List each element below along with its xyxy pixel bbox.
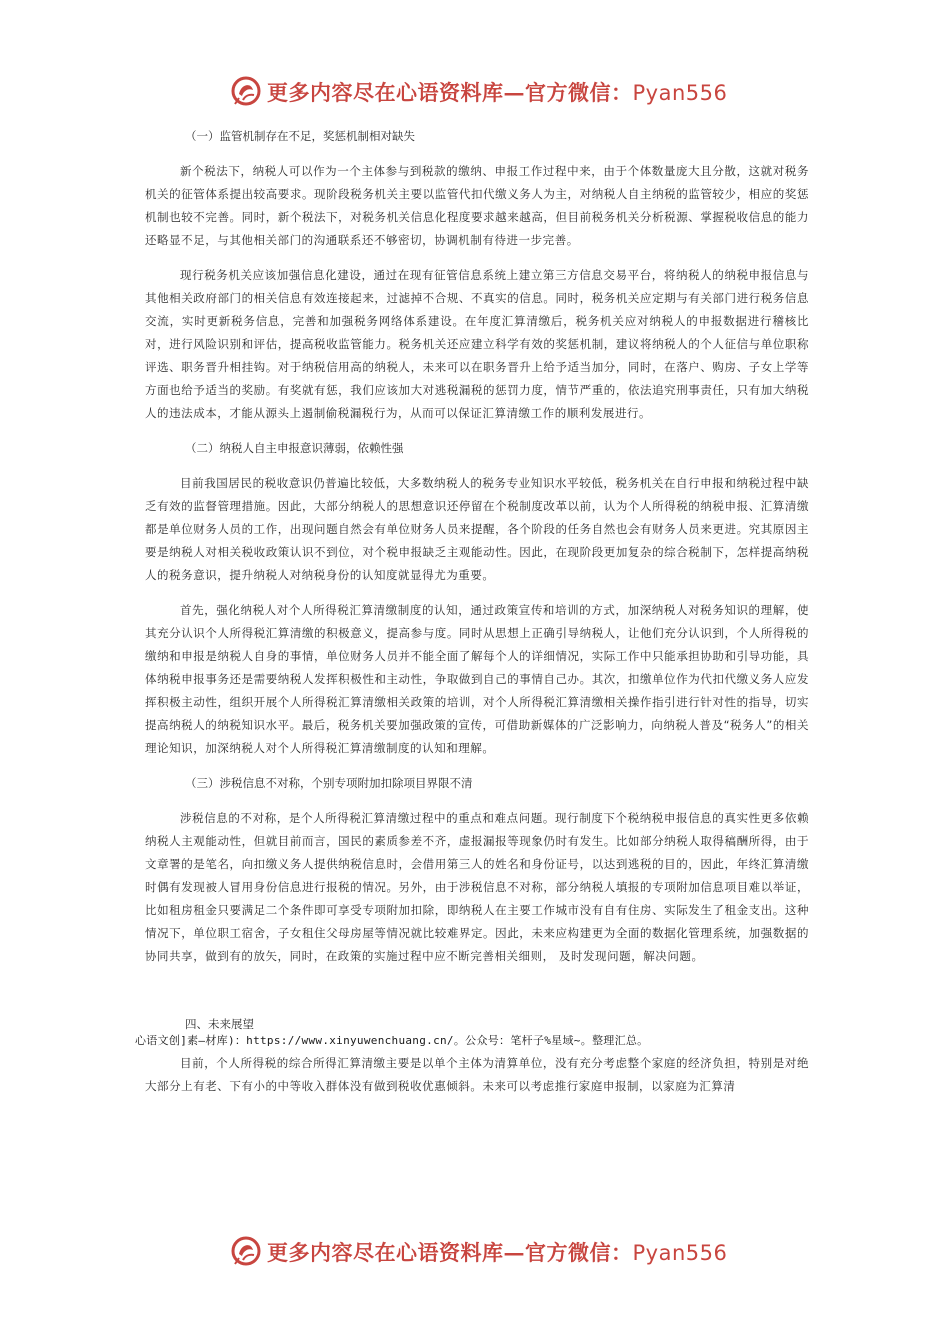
flower-logo-icon <box>229 1234 263 1270</box>
source-watermark: 心语文创]素—材库)：https://www.xinyuwenchuang.cn/。公众号：笔杆子%星域~。整理汇总。 <box>135 1034 649 1047</box>
paragraph: 涉税信息的不对称，是个人所得税汇算清缴过程中的重点和难点问题。现行制度下个税纳税申报信息的真实性更多依赖纳税人主观能动性，但就目前而言，国民的素质参差不齐，虚报漏报等现象仍时有发生。比如部分纳税人取得稿酬所得，由于文章署的是笔名，向扣缴义务人提供纳税信息时，会借用第三人的姓名和身份证号，以达到逃税的目的，因此，年终汇算清缴时偶有发现被人冒用身份信息进行报税的情况。另外，由于涉税信息不对称，部分纳税人填报的专项附加信息项目难以举证，比如租房租金只要满足二个条件即可享受专项附加扣除，即纳税人在主要工作城市没有自有住房、实际发生了租金支出。这种情况下，单位职工宿舍，子女租住父母房屋等情况就比较难界定。因此，未来应构建更为全面的数据化管理系统，加强数据的协同共享，做到有的放矢，同时，在政策的实施过程中应不断完善相关细则， 及时发现问题，解决问题。 <box>145 811 809 963</box>
banner-text: 更多内容尽在心语资料库—官方微信：Pyan556 <box>267 80 728 105</box>
paragraph: 目前我国居民的税收意识仍普遍比较低，大多数纳税人的税务专业知识水平较低，税务机关在自行申报和纳税过程中缺乏有效的监督管理措施。因此，大部分纳税人的思想意识还停留在个税制度改革以前，认为个人所得税的纳税申报、汇算清缴都是单位财务人员的工作，出现问题自然会有单位财务人员来提醒，各个阶段的任务自然也会有财务人员来更进。究其原因主要是纳税人对相关税收政策认识不到位，对个税申报缺乏主观能动性。因此，在现阶段更加复杂的综合税制下，怎样提高纳税人的税务意识，提升纳税人对纳税身份的认知度就显得尤为重要。 <box>145 476 809 582</box>
header-banner <box>229 72 727 112</box>
section-heading-4: 四、未来展望 <box>185 1017 254 1031</box>
article-body <box>145 125 809 968</box>
section-heading-1: （一）监管机制存在不足，奖惩机制相对缺失 <box>185 129 415 143</box>
paragraph: 新个税法下，纳税人可以作为一个主体参与到税款的缴纳、申报工作过程中来，由于个体数量庞大且分散，这就对税务机关的征管体系提出较高要求。现阶段税务机关主要以监管代扣代缴义务人为主，对纳税人自主纳税的监管较少，相应的奖惩机制也较不完善。同时，新个税法下，对税务机关信息化程度要求越来越高，但目前税务机关分析税源、掌握税收信息的能力还略显不足，与其他相关部门的沟通联系还不够密切，协调机制有待进一步完善。 <box>145 164 809 247</box>
banner-text: 更多内容尽在心语资料库—官方微信：Pyan556 <box>267 1240 728 1265</box>
flower-logo-icon <box>229 74 263 110</box>
section-heading-3: （三）涉税信息不对称，个别专项附加扣除项目界限不清 <box>185 776 473 790</box>
banner-wechat-id: Pyan556 <box>632 81 728 105</box>
paragraph: 目前，个人所得税的综合所得汇算清缴主要是以单个主体为清算单位，没有充分考虑整个家庭的经济负担，特别是对绝大部分上有老、下有小的中等收入群体没有做到税收优惠倾斜。未来可以考虑推行家庭申报制，以家庭为汇算清 <box>145 1056 809 1093</box>
banner-wechat-id: Pyan556 <box>632 1241 728 1265</box>
paragraph: 现行税务机关应该加强信息化建设，通过在现有征管信息系统上建立第三方信息交易平台，将纳税人的纳税申报信息与其他相关政府部门的相关信息有效连接起来，过滤掉不合规、不真实的信息。同时，税务机关应定期与有关部门进行税务信息交流，实时更新税务信息，完善和加强税务网络体系建设。在年度汇算清缴后，税务机关应对纳税人的申报数据进行稽核比对，进行风险识别和评估，提高税收监管能力。税务机关还应建立科学有效的奖惩机制，建议将纳税人的个人征信与单位职称评选、职务晋升相挂钩。对于纳税信用高的纳税人，未来可以在职务晋升上给予适当加分，同时，在落户、购房、子女上学等方面也给予适当的奖励。有奖就有惩，我们应该加大对逃税漏税的惩罚力度，情节严重的，依法追究刑事责任，只有加大纳税人的违法成本，才能从源头上遏制偷税漏税行为，从而可以保证汇算清缴工作的顺利发展进行。 <box>145 268 809 420</box>
footer-banner <box>229 1232 727 1272</box>
section-4 <box>145 1016 809 1098</box>
paragraph: 首先，强化纳税人对个人所得税汇算清缴制度的认知，通过政策宣传和培训的方式，加深纳税人对税务知识的理解，使其充分认识个人所得税汇算清缴的积极意义，提高参与度。同时从思想上正确引导纳税人，让他们充分认识到，个人所得税的缴纳和申报是纳税人自身的事情，单位财务人员并不能全面了解每个人的详细情况，实际工作中只能承担协助和引导功能，具体纳税申报事务还是需要纳税人发挥积极性和主动性，争取做到自己的事情自己办。其次，扣缴单位作为代扣代缴义务人应发挥积极主动性，组织开展个人所得税汇算清缴相关政策的培训，对个人所得税汇算清缴相关操作指引进行针对性的指导，切实提高纳税人的纳税知识水平。最后，税务机关要加强政策的宣传，可借助新媒体的广泛影响力，向纳税人普及“税务人”的相关理论知识，加深纳税人对个人所得税汇算清缴制度的认知和理解。 <box>145 603 809 755</box>
section-heading-2: （二）纳税人自主申报意识薄弱，依赖性强 <box>185 441 404 455</box>
